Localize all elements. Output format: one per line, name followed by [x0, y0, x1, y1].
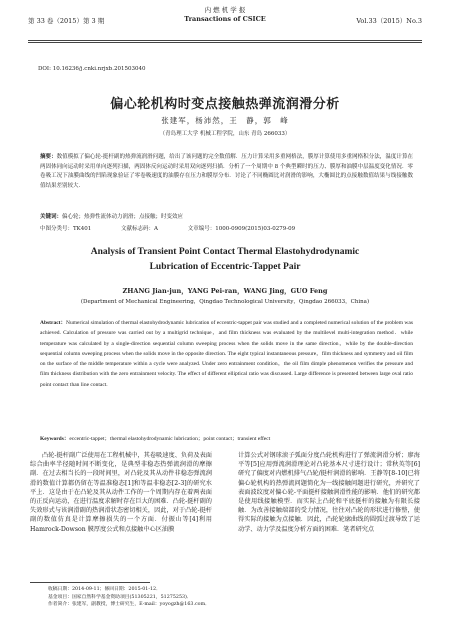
- affiliation-zh: （青岛理工大学 机械工程学院，山东 青岛 266033）: [159, 131, 291, 137]
- keywords-zh: [40, 212, 413, 220]
- paper-title-en-line-1: Analysis of Transient Point Contact Thermal Elastohydrodynamic: [90, 247, 360, 257]
- abstract-en-text: Numerical simulation of thermal elastohydrodynamic lubrication of eccentric-tappet pair was studied and a completed numerical solution of the problem was achieved. Calculation of pressure was carried out by a multigrid technique，and film thickness was evaluated by the multilevel multi-integration method．while temperature was calculated by a single-direction sequential column sweeping process when the solids move in the same direction，while by the double-direction sequential column sweeping process when the solids move in the opposite direction. The eight typical instantaneous pressure，film thickness and symmetry and oil film on the surface of the middle temperature within a cycle were analyzed. Under zero entrainment condition，the oil film dimple phenomenon verifies the pressure and film thickness distribution with the zero entrainment velocity. The effect of different elliptical ratio was discussed. Large difference is presented between large oval ratio point contact than line contact.: [40, 320, 413, 388]
- header-rule-top: [28, 40, 422, 41]
- running-header: [28, 6, 422, 40]
- abstract-en: [40, 318, 413, 390]
- abstract-en-label: Abstract：: [40, 320, 67, 326]
- clc-number: 中图分类号：TK401: [40, 226, 92, 232]
- abstract-zh-label: 摘要：: [40, 154, 57, 160]
- keywords-zh-label: 关键词：: [40, 214, 63, 220]
- footnote-rule: [30, 582, 150, 583]
- abstract-zh: [40, 153, 413, 192]
- classification-zh: [40, 224, 413, 232]
- abstract-zh-text: 数值模拟了偏心轮-挺杆副的热弹流润滑问题，给出了该问题的完全数值解．压力计算采用多重网格法，膜厚计算使用多重网格积分法，温度计算在两固体同向运动时采用单向逐列扫描，两固体反向运动时采用双向逐列扫描．分析了一个周期中 8 个典型瞬时的压力、膜厚和油膜中层温度变化情况．零卷吸工况下油膜曲线的凹陷现象验证了零卷吸速度的油膜存在压力和膜厚分布．讨论了不同椭圆比对润滑的影响，大椭圆比的点接触数值结果与线接触数值结果差别较大．: [40, 154, 413, 190]
- footnote: [48, 586, 238, 609]
- keywords-en: [40, 434, 413, 442]
- journal-name-zh: 内 燃 机 学 报: [204, 6, 246, 14]
- body-column-left: 凸轮-挺杆副广泛使用在工程机械中，其卷吸速度、负荷及表面综合曲率半径随时间不断变化，是典型非稳态热弹流润滑的摩擦副．在过去相当长的一段时间里，对凸轮及其从动件非稳态弹流润滑的数值计算都仍留在等温准稳态[1]和等温非稳态[2-3]的研究水平上．这是由于在凸轮及其从动件工作的一个周期内存在着两表面的正反向运动，在进行温度求解时存在巨大的困难．凸轮-挺杆副的失效形式与该润滑副的热润滑状态密切相关，因此，对于凸轮-挺杆副的数值仿真是计算摩擦损失的一个方面．付振山等[4]利用 Hamrock-Dowson 膜厚度公式和点接触中心区油膜: [30, 452, 212, 533]
- body-column-right: 计算公式对钢球滚子弧面分度凸轮机构进行了弹流润滑分析；廖海平等[5]应用弹流润滑理论对凸轮基本尺寸进行设计；常秋英等[6]研究了偏度对内燃机排气凸轮/挺杆润滑的影响．王静等[8-10]已将偏心轮机构的热弹流问题简化为一线接触问题进行研究，并研究了表面波纹度对偏心轮-平面挺杆接触润滑性能的影响．他们的研究都是使用线接触模型．而实际上凸轮和平底挺杆的接触为有限长接触．为改善接触端部的受力情况，往往对凸轮的形状进行修整，使得实际的接触为点接触．因此，凸轮轮廓曲线的圆弧过渡导致了运动学、动力学及温度分析方面的困难．笔者研究点: [238, 452, 420, 533]
- authors-zh: 张建军，杨沛然，王 静，郭 峰: [161, 116, 289, 125]
- issue-info: 第 33 卷（2015）第 3 期: [28, 17, 105, 25]
- affiliation-en: (Department of Mechanical Engineering，Qingdao Technological University，Qingdao 266033，China): [80, 299, 370, 305]
- keywords-zh-text: 偏心轮；热弹性流体动力润滑；点接触；时变效应: [62, 214, 184, 220]
- volume-info: Vol.33（2015）No.3: [356, 17, 422, 25]
- paper-title-en: [0, 245, 450, 275]
- header-rule-bottom: [28, 42, 422, 43]
- document-code: 文献标志码：A: [121, 226, 159, 232]
- paper-title-zh: 偏心轮机构时变点接触热弹流润滑分析: [110, 97, 340, 112]
- keywords-en-label: Keywords：: [40, 436, 70, 442]
- footnote-received: 收稿日期：2014-09-11；修回日期：2015-01-12．: [48, 587, 161, 592]
- keywords-en-text: eccentric-tappet；thermal elastohydrodynamic lubrication；point contact；transient effect: [69, 436, 271, 442]
- footnote-fund: 基金项目：国家自然科学基金资助项目(51305221，51275253)．: [48, 594, 192, 600]
- paper-title-en-line-2: Lubrication of Eccentric-Tappet Pair: [149, 262, 301, 272]
- footnote-author: 作者简介：张建军，副教授，博士研究生，E-mail：yoyogzh@163.com．: [48, 602, 210, 608]
- authors-en: ZHANG Jian-jun，YANG Pei-ran，WANG Jing，GUO Feng: [122, 287, 328, 295]
- doi: DOI: 10.16236/j.cnki.nrjxb.201503040: [38, 66, 146, 72]
- journal-name-en: Transactions of CSICE: [184, 15, 266, 23]
- article-number: 文章编号：1000-0909(2015)03-0279-09: [187, 226, 296, 232]
